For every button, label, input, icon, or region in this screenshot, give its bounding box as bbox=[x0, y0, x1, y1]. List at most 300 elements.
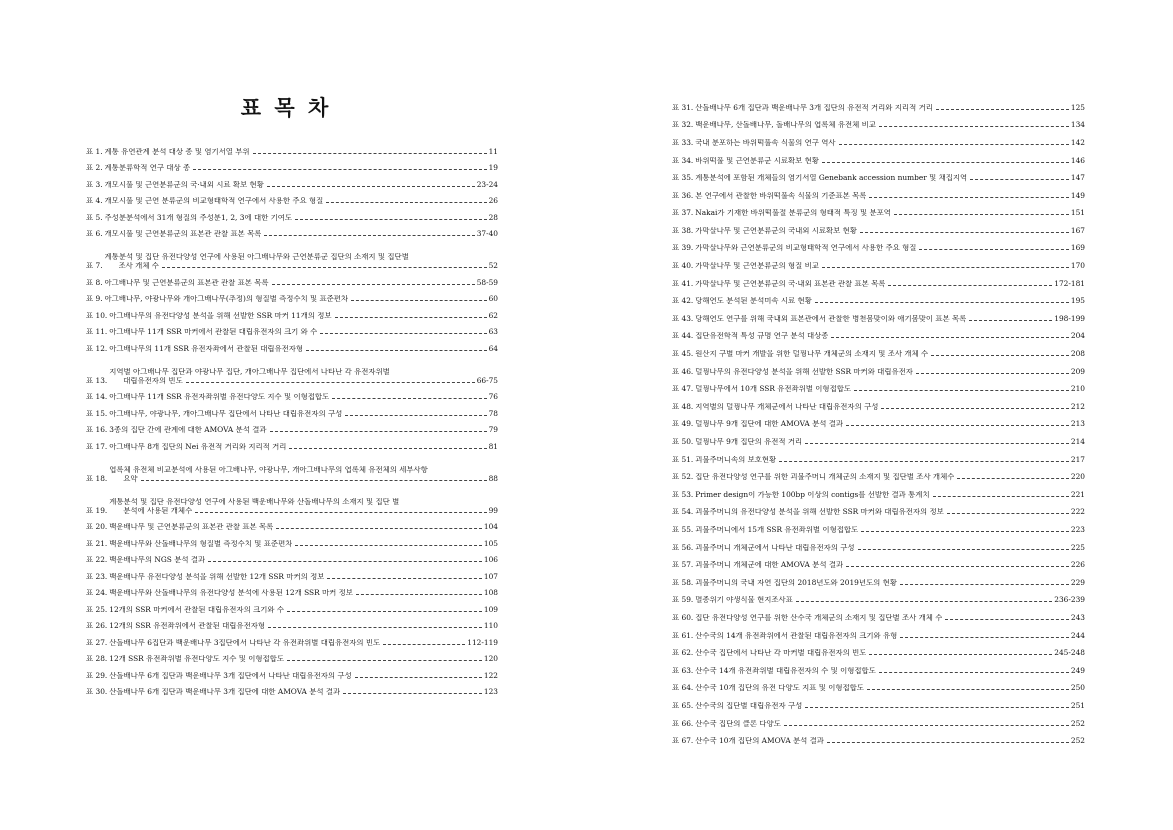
toc-entry-number: 표 44. bbox=[672, 331, 694, 341]
toc-entry-page: 63 bbox=[488, 327, 498, 337]
toc-entry bbox=[672, 623, 1085, 641]
toc-entry-body bbox=[105, 230, 498, 239]
toc-entry-body bbox=[109, 573, 498, 582]
toc-entry-page: 60 bbox=[488, 294, 498, 304]
dot-leader bbox=[268, 627, 482, 628]
toc-entry-title: 대립유전자의 빈도 bbox=[123, 376, 183, 385]
toc-entry bbox=[672, 341, 1085, 359]
toc-entry-line bbox=[109, 466, 498, 475]
toc-entry bbox=[86, 484, 498, 516]
toc-entry-line bbox=[105, 214, 498, 223]
toc-entry-number: 표 56. bbox=[672, 542, 694, 552]
toc-entry-title: 백운배나무 유전다양성 분석을 위해 선발한 12개 SSR 마커의 정보 bbox=[109, 572, 325, 581]
toc-entry bbox=[86, 337, 498, 354]
toc-entry-line bbox=[695, 702, 1085, 711]
dot-leader bbox=[894, 214, 1069, 215]
toc-entry bbox=[672, 289, 1085, 307]
toc-entry bbox=[672, 447, 1085, 465]
toc-entry-number: 표 61. bbox=[672, 630, 694, 640]
toc-entry-number: 표 33. bbox=[672, 137, 694, 147]
toc-entry-title: 가막살나무 및 근연분류군의 국내외 시료확보 현황 bbox=[695, 226, 857, 235]
toc-entry bbox=[672, 552, 1085, 570]
toc-entry-body bbox=[695, 702, 1085, 711]
toc-entry-body bbox=[109, 589, 498, 598]
toc-entry-line bbox=[695, 403, 1085, 412]
toc-entry-number: 표 57. bbox=[672, 560, 694, 570]
toc-entry-body bbox=[109, 655, 498, 664]
dot-leader bbox=[287, 611, 482, 612]
toc-entry bbox=[86, 271, 498, 288]
toc-entry bbox=[86, 435, 498, 452]
toc-entry-body bbox=[695, 350, 1085, 359]
toc-entry-number: 표 12. bbox=[86, 343, 108, 353]
toc-entry-title: 요약 bbox=[123, 474, 138, 483]
toc-entry-page: 198-199 bbox=[1054, 313, 1085, 323]
dot-leader bbox=[854, 390, 1069, 391]
toc-entry-number: 표 58. bbox=[672, 577, 694, 587]
toc-entry-number: 표 38. bbox=[672, 225, 694, 235]
toc-entry-page: 167 bbox=[1070, 225, 1085, 235]
toc-entry-title: 계통분석 및 집단 유전다양성 연구에 사용된 아그배나무와 근연분류군 집단의 소재지 및 집단별 bbox=[104, 253, 409, 262]
toc-entry-title: 지역별의 덜꿩나무 개체군에서 나타난 대립유전자의 구성 bbox=[695, 402, 879, 411]
toc-entry-number: 표 27. bbox=[86, 637, 108, 647]
toc-entry-number: 표 37. bbox=[672, 208, 694, 218]
toc-entry-body bbox=[109, 368, 498, 386]
dot-leader bbox=[253, 153, 487, 154]
dot-leader bbox=[970, 179, 1069, 180]
dot-leader bbox=[287, 660, 482, 661]
page-title: 표 목 차 bbox=[240, 96, 332, 120]
dot-leader bbox=[186, 382, 475, 383]
toc-entry-page: 214 bbox=[1070, 437, 1085, 446]
toc-entry-title: 조사 개체 수 bbox=[118, 262, 159, 271]
toc-entry-title: 아그배나무의 유전다양성 분석을 위해 선발한 SSR 마커 11개의 정보 bbox=[109, 311, 332, 320]
toc-entry-page: 28 bbox=[488, 212, 498, 222]
toc-entry-number: 표 35. bbox=[672, 173, 694, 183]
toc-entry-number: 표 66. bbox=[672, 718, 694, 728]
dot-leader bbox=[141, 480, 487, 481]
toc-entry-line bbox=[109, 443, 498, 452]
toc-entry-body bbox=[109, 556, 498, 565]
toc-entry bbox=[672, 570, 1085, 588]
toc-entry-line bbox=[109, 556, 498, 565]
toc-entry-body bbox=[695, 332, 1085, 341]
toc-entry bbox=[672, 218, 1085, 236]
toc-entry-line bbox=[695, 579, 1085, 588]
toc-entry-number: 표 15. bbox=[86, 408, 108, 418]
toc-entry-number: 표 39. bbox=[672, 243, 694, 253]
toc-entry-line bbox=[695, 227, 1085, 236]
toc-entry-body bbox=[695, 420, 1085, 429]
toc-entry-title: 괴불주머니속의 보호현황 bbox=[695, 455, 777, 464]
toc-entry-title: 괴불주머니에서 15개 SSR 유전좌위별 이형접합도 bbox=[695, 525, 859, 534]
toc-entry-line bbox=[109, 672, 498, 681]
dot-leader bbox=[945, 619, 1068, 620]
toc-entry-title: 덜꿩나무 9개 집단에 대한 AMOVA 분석 결과 bbox=[695, 420, 844, 429]
toc-entry-body bbox=[695, 614, 1085, 623]
toc-entry bbox=[672, 482, 1085, 500]
toc-entry-page: 226 bbox=[1070, 560, 1085, 570]
toc-entry-line bbox=[105, 253, 498, 262]
toc-entry-body bbox=[695, 491, 1085, 500]
toc-entry-body bbox=[695, 456, 1085, 465]
toc-entry-number: 표 48. bbox=[672, 401, 694, 411]
toc-entry-number: 표 21. bbox=[86, 538, 108, 548]
toc-entry bbox=[86, 321, 498, 338]
toc-entry-number: 표 3. bbox=[86, 179, 103, 189]
toc-entry-body bbox=[695, 737, 1085, 746]
dot-leader bbox=[827, 742, 1069, 743]
toc-entry-title: 개모시풀 및 근연분류군의 국·내외 시료 확보 현황 bbox=[104, 180, 264, 189]
toc-entry-line bbox=[109, 393, 498, 402]
dot-leader bbox=[343, 693, 482, 694]
toc-entry bbox=[86, 173, 498, 190]
toc-entry bbox=[672, 324, 1085, 342]
toc-entry-page: 123 bbox=[483, 687, 498, 697]
toc-entry-title: 아그배나무 및 근연분류군의 표본관 관찰 표본 목록 bbox=[104, 278, 269, 287]
dot-leader bbox=[869, 654, 1052, 655]
toc-entry-line bbox=[109, 328, 498, 337]
toc-entry-body bbox=[105, 164, 498, 173]
toc-entry-number: 표 41. bbox=[672, 278, 694, 288]
toc-entry bbox=[672, 535, 1085, 553]
toc-entry-title: 산수국 집단에서 나타난 각 마커별 대립유전자의 빈도 bbox=[695, 649, 867, 658]
toc-entry-line bbox=[695, 667, 1085, 676]
toc-entry-line bbox=[109, 507, 498, 516]
toc-entry-page: 169 bbox=[1070, 243, 1085, 253]
toc-entry-number: 표 11. bbox=[86, 327, 108, 337]
toc-entry-page: 109 bbox=[483, 604, 498, 614]
toc-entry bbox=[86, 516, 498, 533]
toc-entry-line bbox=[109, 523, 498, 532]
toc-entry-number: 표 26. bbox=[86, 621, 108, 631]
toc-entry-title: 집단유전학적 특성 규명 연구 분석 대상종 bbox=[695, 332, 829, 341]
toc-entry-line bbox=[695, 649, 1085, 658]
toc-entry-body bbox=[695, 438, 1085, 447]
toc-entry-page: 99 bbox=[488, 505, 498, 515]
dot-leader bbox=[879, 672, 1069, 673]
dot-leader bbox=[916, 373, 1069, 374]
dot-leader bbox=[839, 144, 1069, 145]
toc-entry-page: 134 bbox=[1070, 120, 1085, 130]
toc-entry-body bbox=[105, 279, 498, 288]
toc-entry-page: 245-248 bbox=[1054, 648, 1085, 658]
toc-entry-body bbox=[695, 139, 1085, 148]
toc-entry-line bbox=[695, 508, 1085, 517]
toc-entry-number: 표 53. bbox=[672, 489, 694, 499]
toc-entry-number: 표 31. bbox=[672, 102, 694, 112]
toc-entry-title: 12개 SSR 유전좌위별 유전다양도 지수 및 이형접합도 bbox=[109, 655, 284, 664]
toc-entry-title: 본 연구에서 관찰한 바위떡풀속 식물의 기준표본 목록 bbox=[695, 191, 867, 200]
toc-entry-body bbox=[109, 672, 498, 681]
toc-entry-title: 계통 유연관계 분석 대상 종 및 염기서열 부위 bbox=[104, 147, 250, 156]
toc-entry-title: 바위떡풀 및 근연분류군 시료확보 현황 bbox=[695, 156, 819, 165]
dot-leader bbox=[860, 232, 1069, 233]
toc-entry-body bbox=[109, 622, 498, 631]
dot-leader bbox=[969, 320, 1052, 321]
dot-leader bbox=[815, 302, 1069, 303]
toc-entry-page: 220 bbox=[1070, 472, 1085, 482]
dot-leader bbox=[861, 531, 1069, 532]
dot-leader bbox=[881, 408, 1069, 409]
toc-entry-line bbox=[109, 410, 498, 419]
toc-entry bbox=[672, 711, 1085, 729]
toc-entry-title: 당해연도 연구를 위해 국내외 표본관에서 관찰한 병천봄맞이와 애기봄맞이 표본 목록 bbox=[695, 314, 967, 323]
toc-entry-title: 산수국 집단의 클론 다양도 bbox=[695, 719, 781, 728]
toc-entry bbox=[86, 304, 498, 321]
dot-leader bbox=[306, 350, 487, 351]
toc-entry-page: 81 bbox=[488, 441, 498, 451]
toc-entry-number: 표 30. bbox=[86, 687, 108, 697]
toc-entry-line bbox=[695, 720, 1085, 729]
toc-entry-line bbox=[109, 606, 498, 615]
toc-entry-body bbox=[695, 403, 1085, 412]
toc-entry-body bbox=[105, 253, 498, 271]
toc-entry-number: 표 5. bbox=[86, 212, 103, 222]
toc-entry-title: 분석에 사용된 개체수 bbox=[123, 506, 193, 515]
toc-entry-page: 151 bbox=[1070, 208, 1085, 218]
toc-entry-number: 표 34. bbox=[672, 155, 694, 165]
toc-entry bbox=[672, 201, 1085, 219]
toc-entry-body bbox=[695, 649, 1085, 658]
toc-entry-number: 표 42. bbox=[672, 296, 694, 306]
toc-entry bbox=[672, 377, 1085, 395]
toc-entry bbox=[86, 532, 498, 549]
toc-entry-title: 주성분분석에서 31개 형질의 주성분1, 2, 3에 대한 기여도 bbox=[104, 213, 292, 222]
toc-entry-body bbox=[109, 498, 498, 516]
toc-entry-line bbox=[695, 473, 1085, 482]
toc-entry-line bbox=[695, 368, 1085, 377]
toc-entry-page: 110 bbox=[483, 621, 498, 631]
toc-entry bbox=[86, 157, 498, 174]
toc-entry-number: 표 52. bbox=[672, 472, 694, 482]
toc-entry-body bbox=[695, 297, 1085, 306]
dot-leader bbox=[846, 566, 1069, 567]
toc-entry bbox=[672, 130, 1085, 148]
toc-entry-page: 244 bbox=[1070, 630, 1085, 640]
toc-entry-page: 104 bbox=[483, 522, 498, 532]
dot-leader bbox=[947, 513, 1069, 514]
toc-entry-line bbox=[695, 262, 1085, 271]
toc-entry-number: 표 7. bbox=[86, 261, 103, 271]
toc-entry-page: 195 bbox=[1070, 296, 1085, 306]
toc-entry-line bbox=[695, 139, 1085, 148]
toc-entry-page: 112-119 bbox=[467, 637, 498, 647]
dot-leader bbox=[345, 415, 486, 416]
toc-entry-number: 표 16. bbox=[86, 425, 108, 435]
toc-entry-page: 52 bbox=[488, 261, 498, 271]
toc-list-left bbox=[86, 140, 498, 697]
toc-entry-line bbox=[695, 332, 1085, 341]
toc-entry-title: 괴불주머니의 국내 자연 집단의 2018년도와 2019년도의 현황 bbox=[695, 578, 897, 587]
dot-leader bbox=[822, 267, 1069, 268]
toc-entry-page: 251 bbox=[1070, 700, 1085, 710]
toc-entry-page: 19 bbox=[488, 163, 498, 173]
toc-entry-number: 표 19. bbox=[86, 505, 108, 515]
dot-leader bbox=[193, 169, 486, 170]
toc-entry-body bbox=[695, 720, 1085, 729]
toc-entry-page: 106 bbox=[483, 555, 498, 565]
toc-entry-page: 79 bbox=[488, 425, 498, 435]
toc-entry bbox=[86, 140, 498, 157]
toc-entry bbox=[672, 429, 1085, 447]
toc-entry-number: 표 65. bbox=[672, 700, 694, 710]
toc-entry-title: 엽록체 유전체 비교분석에 사용된 아그배나무, 야광나무, 개아그배나무의 엽록체 유전체의 세부사항 bbox=[109, 465, 428, 474]
dot-leader bbox=[332, 398, 486, 399]
toc-entry-line bbox=[695, 174, 1085, 183]
toc-entry-page: 147 bbox=[1070, 173, 1085, 183]
toc-entry-title: 아그배나무 11개 SSR 마커에서 관찰된 대립유전자의 크기 와 수 bbox=[109, 328, 318, 337]
toc-entry-body bbox=[109, 345, 498, 354]
dot-leader bbox=[822, 162, 1069, 163]
toc-entry-body bbox=[695, 262, 1085, 271]
toc-entry-number: 표 29. bbox=[86, 670, 108, 680]
dot-leader bbox=[858, 549, 1069, 550]
dot-leader bbox=[831, 337, 1069, 338]
toc-entry-line bbox=[695, 526, 1085, 535]
toc-entry bbox=[86, 598, 498, 615]
toc-entry-page: 11 bbox=[488, 146, 498, 156]
toc-entry-line bbox=[695, 104, 1085, 113]
toc-entry-number: 표 1. bbox=[86, 146, 103, 156]
dot-leader bbox=[320, 333, 486, 334]
toc-entry-page: 222 bbox=[1070, 507, 1085, 517]
toc-entry bbox=[672, 253, 1085, 271]
toc-entry bbox=[86, 648, 498, 665]
toc-entry bbox=[672, 693, 1085, 711]
toc-entry-page: 120 bbox=[483, 654, 498, 664]
toc-entry bbox=[86, 288, 498, 305]
toc-entry-line bbox=[695, 157, 1085, 166]
toc-entry-line bbox=[105, 295, 498, 304]
toc-entry-line bbox=[109, 655, 498, 664]
dot-leader bbox=[270, 431, 487, 432]
toc-entry-number: 표 45. bbox=[672, 349, 694, 359]
toc-entry-body bbox=[105, 214, 498, 223]
toc-entry-number: 표 8. bbox=[86, 277, 103, 287]
toc-entry-title: 3종의 집단 간에 관계에 대한 AMOVA 분석 결과 bbox=[109, 426, 267, 435]
toc-entry-number: 표 60. bbox=[672, 612, 694, 622]
toc-entry-page: 105 bbox=[483, 538, 498, 548]
toc-entry-body bbox=[109, 312, 498, 321]
toc-entry-number: 표 40. bbox=[672, 261, 694, 271]
toc-entry-body bbox=[695, 280, 1085, 289]
toc-entry-line bbox=[109, 540, 498, 549]
toc-entry-title: 괴불주머니 개체군에서 나타난 대립유전자의 구성 bbox=[695, 543, 855, 552]
dot-leader bbox=[805, 443, 1069, 444]
toc-entry-line bbox=[695, 596, 1085, 605]
dot-leader bbox=[805, 707, 1069, 708]
dot-leader bbox=[267, 186, 475, 187]
toc-entry-page: 172-181 bbox=[1054, 278, 1085, 288]
toc-entry bbox=[672, 517, 1085, 535]
dot-leader bbox=[356, 594, 482, 595]
toc-entry-line bbox=[695, 315, 1085, 324]
toc-entry bbox=[86, 386, 498, 403]
toc-entry-title: 멸종위기 야생식물 현지조사표 bbox=[695, 596, 793, 605]
toc-entry-title: 괴불주머니의 유전다양성 분석을 위해 선발한 SSR 마커와 대립유전자의 정보 bbox=[695, 508, 944, 517]
toc-entry bbox=[672, 113, 1085, 131]
toc-entry-title: 가막살나무 및 근연분류군의 형질 비교 bbox=[695, 262, 819, 271]
toc-entry-title: 괴불주머니 개체군에 대한 AMOVA 분석 결과 bbox=[695, 561, 844, 570]
dot-leader bbox=[936, 109, 1069, 110]
dot-leader bbox=[931, 355, 1069, 356]
toc-entry-line bbox=[695, 438, 1085, 447]
toc-entry-page: 146 bbox=[1070, 155, 1085, 165]
toc-entry-body bbox=[109, 688, 498, 697]
toc-entry-line bbox=[109, 312, 498, 321]
toc-entry-number: 표 13. bbox=[86, 375, 108, 385]
toc-entry-title: 개모시풀 및 근연 분류군의 비교형태학적 연구에서 사용한 주요 형질 bbox=[104, 197, 324, 206]
toc-entry-page: 107 bbox=[483, 571, 498, 581]
toc-list-right bbox=[672, 95, 1085, 746]
toc-entry-body bbox=[695, 526, 1085, 535]
toc-entry-title: 지역별 아그배나무 집단과 야광나무 집단, 개아그배나무 집단에서 나타난 각 유전자위별 bbox=[109, 367, 390, 376]
toc-entry-page: 252 bbox=[1070, 718, 1085, 728]
toc-entry-body bbox=[695, 368, 1085, 377]
toc-entry-title: 계통분류학적 연구 대상 종 bbox=[104, 164, 191, 173]
toc-entry-body bbox=[695, 157, 1085, 166]
toc-entry-title: 12개의 SSR 유전좌위에서 관찰된 대립유전자형 bbox=[109, 622, 265, 631]
dot-leader bbox=[900, 637, 1069, 638]
dot-leader bbox=[208, 561, 482, 562]
toc-entry-page: 221 bbox=[1070, 489, 1085, 499]
dot-leader bbox=[162, 267, 487, 268]
toc-entry-page: 223 bbox=[1070, 524, 1085, 534]
toc-entry-number: 표 36. bbox=[672, 190, 694, 200]
toc-entry-title: 아그배나무 8개 집단의 Nei 유전적 거리와 지리적 거리 bbox=[109, 442, 287, 451]
toc-entry-line bbox=[695, 192, 1085, 201]
toc-entry bbox=[86, 582, 498, 599]
toc-entry-page: 250 bbox=[1070, 683, 1085, 693]
toc-entry-title: 산돌배나무 6개 집단과 백운배나무 3개 집단에 대한 AMOVA 분석 결과 bbox=[109, 688, 341, 697]
toc-entry bbox=[86, 565, 498, 582]
toc-entry bbox=[86, 452, 498, 484]
toc-entry-number: 표 4. bbox=[86, 196, 103, 206]
toc-entry-line bbox=[695, 297, 1085, 306]
toc-entry-title: 덜꿩나무에서 10개 SSR 유전좌위별 이형접합도 bbox=[695, 385, 851, 394]
dot-leader bbox=[326, 202, 486, 203]
toc-entry bbox=[86, 239, 498, 271]
toc-entry-page: 62 bbox=[488, 310, 498, 320]
toc-entry-line bbox=[105, 181, 498, 190]
toc-entry-page: 213 bbox=[1070, 419, 1085, 429]
dot-leader bbox=[846, 425, 1069, 426]
toc-entry-line bbox=[109, 377, 498, 386]
dot-leader bbox=[276, 528, 482, 529]
toc-entry bbox=[672, 183, 1085, 201]
toc-entry-title: 아그배나무, 야광나무, 개아그배나무 집단에서 나타난 대립유전자의 구성 bbox=[109, 409, 343, 418]
toc-entry bbox=[86, 681, 498, 698]
toc-entry-body bbox=[109, 328, 498, 337]
dot-leader bbox=[779, 461, 1069, 462]
toc-entry-line bbox=[695, 350, 1085, 359]
dot-leader bbox=[957, 478, 1069, 479]
toc-entry bbox=[672, 728, 1085, 746]
toc-entry-number: 표 17. bbox=[86, 441, 108, 451]
toc-entry bbox=[672, 658, 1085, 676]
toc-entry-title: 아그배나무, 야광나무와 개아그배나무(추정)의 형질별 측정수치 및 표준편차 bbox=[104, 295, 349, 304]
toc-entry bbox=[86, 190, 498, 207]
toc-entry-line bbox=[695, 121, 1085, 130]
toc-entry bbox=[672, 306, 1085, 324]
toc-entry-body bbox=[695, 579, 1085, 588]
toc-entry bbox=[672, 640, 1085, 658]
toc-entry-title: 계통분석에 포함된 개체들의 염기서열 Genebank accession number 및 채집지역 bbox=[695, 174, 968, 183]
toc-entry-line bbox=[109, 426, 498, 435]
toc-entry bbox=[86, 223, 498, 240]
toc-entry bbox=[672, 148, 1085, 166]
